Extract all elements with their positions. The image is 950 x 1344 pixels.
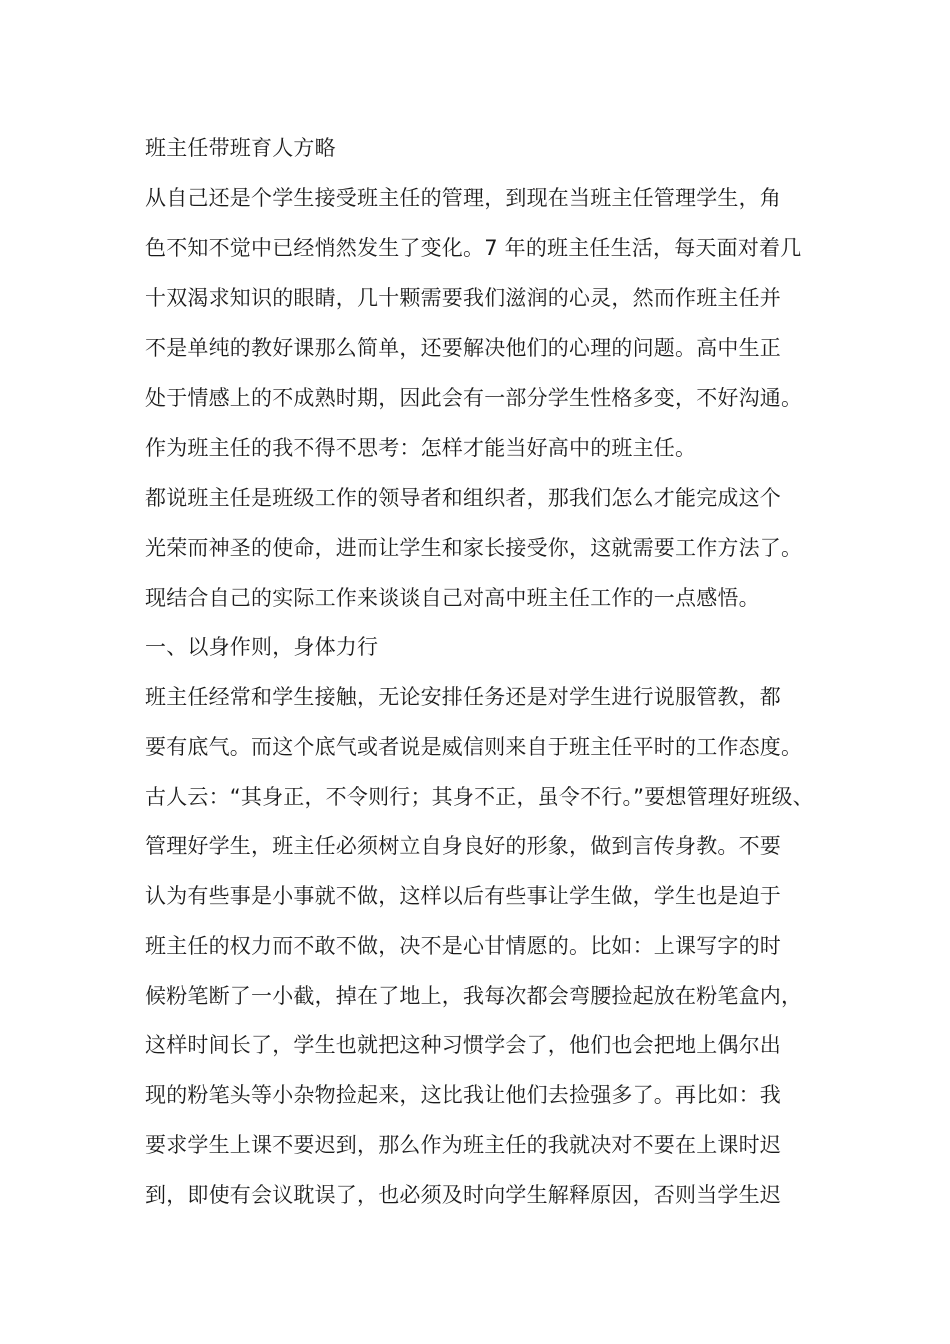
paragraph-line: 古人云：“其身正，不令则行；其身不正，虽令不行。”要想管理好班级、 — [145, 785, 814, 809]
paragraph-line: 十双渴求知识的眼睛，几十颗需要我们滋润的心灵，然而作班主任并 — [145, 286, 781, 310]
paragraph-line: 这样时间长了，学生也就把这种习惯学会了，他们也会把地上偶尔出 — [145, 1033, 781, 1057]
paragraph-line: 色不知不觉中已经悄然发生了变化。7 年的班主任生活，每天面对着几 — [145, 236, 802, 260]
paragraph-line: 管理好学生，班主任必须树立自身良好的形象，做到言传身教。不要 — [145, 834, 781, 858]
section-heading: 一、以身作则，身体力行 — [145, 635, 379, 659]
paragraph-line: 现结合自己的实际工作来谈谈自己对高中班主任工作的一点感悟。 — [145, 586, 760, 610]
paragraph-line: 班主任经常和学生接触，无论安排任务还是对学生进行说服管教，都 — [145, 685, 781, 709]
paragraph-line: 作为班主任的我不得不思考：怎样才能当好高中的班主任。 — [145, 436, 697, 460]
paragraph-line: 认为有些事是小事就不做，这样以后有些事让学生做，学生也是迫于 — [145, 884, 781, 908]
paragraph-line: 处于情感上的不成熟时期，因此会有一部分学生性格多变，不好沟通。 — [145, 386, 803, 410]
paragraph-line: 到，即使有会议耽误了，也必须及时向学生解释原因，否则当学生迟 — [145, 1183, 781, 1207]
paragraph-line: 班主任的权力而不敢不做，决不是心甘情愿的。比如：上课写字的时 — [145, 934, 781, 958]
paragraph-line: 候粉笔断了一小截，掉在了地上，我每次都会弯腰捡起放在粉笔盒内， — [145, 984, 803, 1008]
document-title: 班主任带班育人方略 — [145, 136, 336, 160]
paragraph-line: 要求学生上课不要迟到，那么作为班主任的我就决对不要在上课时迟 — [145, 1133, 781, 1157]
paragraph-line: 现的粉笔头等小杂物捡起来，这比我让他们去捡强多了。再比如：我 — [145, 1083, 781, 1107]
paragraph-line: 都说班主任是班级工作的领导者和组织者，那我们怎么才能完成这个 — [145, 486, 781, 510]
paragraph-line: 要有底气。而这个底气或者说是威信则来自于班主任平时的工作态度。 — [145, 735, 803, 759]
paragraph-line: 光荣而神圣的使命，进而让学生和家长接受你，这就需要工作方法了。 — [145, 536, 803, 560]
paragraph-line: 不是单纯的教好课那么简单，还要解决他们的心理的问题。高中生正 — [145, 336, 781, 360]
paragraph-line: 从自己还是个学生接受班主任的管理，到现在当班主任管理学生，角 — [145, 186, 781, 210]
